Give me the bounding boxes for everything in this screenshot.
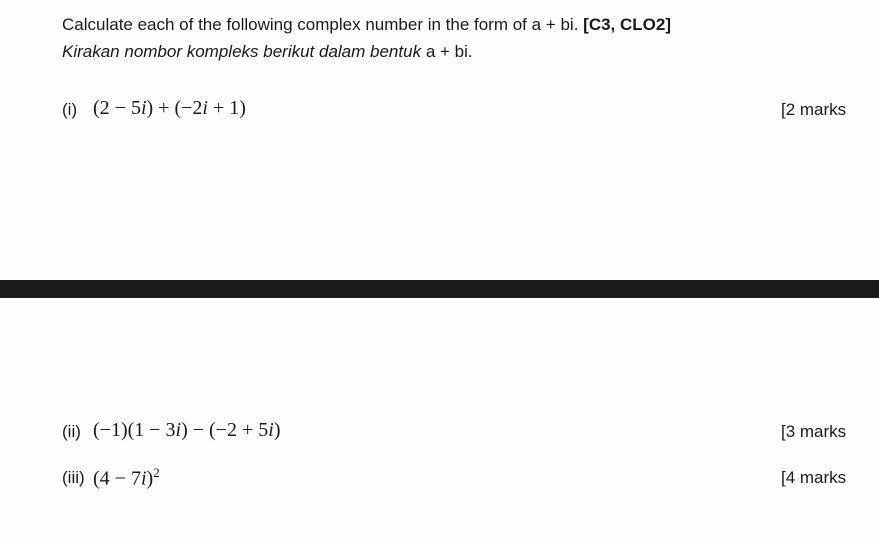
instruction-malay-form: a + bi.	[425, 42, 473, 61]
scan-divider-bar	[0, 280, 879, 298]
question-i-expression: (2 − 5i) + (−2i + 1)	[93, 97, 246, 119]
question-ii-label: (ii)	[62, 422, 81, 441]
instruction-english	[62, 15, 671, 35]
question-ii-marks: [3 marks	[781, 422, 847, 441]
question-i-label: (i)	[62, 100, 78, 119]
instruction-tag: [C3, CLO2]	[583, 15, 671, 34]
question-ii-expression: (−1)(1 − 3i) − (−2 + 5i)	[93, 419, 281, 441]
question-iii-base: (4 − 7i)	[93, 467, 154, 490]
question-iii-exponent: 2	[153, 465, 160, 480]
question-iii-label: (iii)	[62, 468, 85, 487]
instruction-malay-text: Kirakan nombor kompleks berikut dalam bentuk	[62, 42, 422, 61]
question-iii-marks: [4 marks	[781, 468, 847, 487]
instruction-english-text: Calculate each of the following complex number in the form of a + bi.	[62, 15, 579, 34]
question-i-marks: [2 marks	[781, 100, 847, 119]
instruction-malay	[62, 42, 473, 62]
question-iii-expression	[93, 465, 160, 491]
